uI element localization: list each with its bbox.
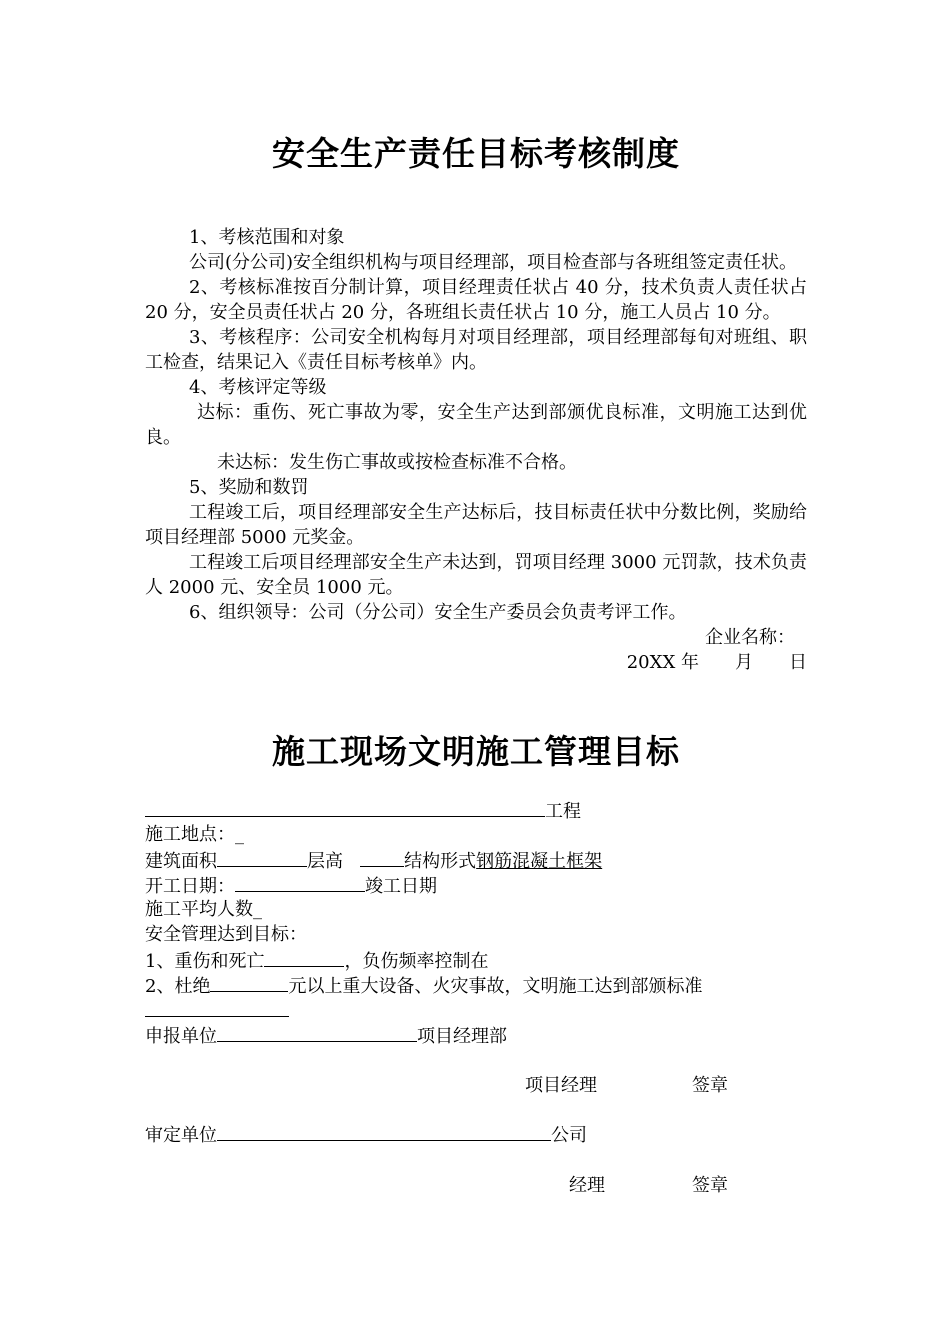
end-date-label: 竣工日期	[365, 876, 437, 897]
approver-label: 审定单位	[145, 1125, 217, 1146]
paragraph: 公司(分公司)安全组织机构与项目经理部，项目检查部与各班组签定责任状。	[189, 252, 798, 273]
height-blank[interactable]	[360, 847, 404, 867]
paragraph: 达标：重伤、死亡事故为零，安全生产达到部颁优良标准，文明施工达到优良。	[145, 402, 807, 448]
section2-title: 施工现场文明施工管理目标	[272, 732, 680, 771]
project-suffix: 工程	[545, 801, 581, 822]
paragraph: 1、考核范围和对象	[189, 227, 345, 248]
paragraph: 4、考核评定等级	[189, 377, 327, 398]
applicant-label: 申报单位	[145, 1026, 217, 1047]
goal2-prefix: 2、杜绝	[145, 976, 211, 997]
paragraph: 3、考核程序：公司安全机构每月对项目经理部，项目经理部每旬对班组、职工检查，结果记入《责任目标考核单》内。	[145, 327, 807, 373]
site-label: 施工地点：_	[145, 824, 244, 845]
section1-body	[145, 225, 807, 675]
workers-label: 施工平均人数_	[145, 899, 262, 920]
goal2-suffix: 元以上重大设备、火灾事故，文明施工达到部颁标准	[288, 976, 703, 997]
goal1-line	[145, 947, 807, 972]
goal-line	[145, 922, 807, 947]
paragraph: 2、考核标准按百分制计算，项目经理责任状占 40 分，技术负责人责任状占 20 分，安全员责任状占 20 分，各班组长责任状占 10 分，施工人员占 10 分。	[145, 277, 807, 323]
approver-suffix: 公司	[551, 1125, 587, 1146]
standard-blank[interactable]	[145, 997, 289, 1017]
paragraph: 工程竣工后项目经理部安全生产未达到，罚项目经理 3000 元罚款，技术负责人 2000 元、安全员 1000 元。	[145, 552, 807, 598]
workers-line	[145, 897, 807, 922]
goal2-line	[145, 972, 807, 997]
paragraph: 6、组织领导：公司（分公司）安全生产委员会负责考评工作。	[189, 602, 687, 623]
applicant-line	[145, 1022, 807, 1047]
applicant-blank[interactable]	[217, 1022, 417, 1042]
section1-title: 安全生产责任目标考核制度	[272, 134, 680, 173]
section2-form	[145, 797, 807, 1047]
project-name-blank[interactable]	[145, 797, 545, 817]
paragraph: 5、奖励和数罚	[189, 477, 309, 498]
approver-blank[interactable]	[217, 1121, 551, 1141]
structure-label: 结构形式	[404, 851, 477, 872]
height-label: 层高	[307, 851, 343, 872]
approver-line	[145, 1121, 587, 1147]
paragraph: 工程竣工后，项目经理部安全生产达标后，技目标责任状中分数比例，奖励给项目经理部 5000 元奖金。	[145, 502, 807, 548]
goal1-blank[interactable]	[264, 947, 344, 967]
date-line: 20XX 年 月 日	[626, 652, 807, 673]
manager-label: 经理	[569, 1175, 605, 1196]
goal1-prefix: 1、重伤和死亡	[145, 951, 265, 972]
area-blank[interactable]	[217, 847, 307, 867]
goal2-blank[interactable]	[210, 972, 288, 992]
project-line	[145, 797, 807, 822]
site-line	[145, 822, 807, 847]
start-date-label: 开工日期：	[145, 876, 235, 897]
paragraph: 未达标：发生伤亡事故或按检查标准不合格。	[217, 452, 577, 473]
goal2-continuation	[145, 997, 807, 1022]
area-line	[145, 847, 807, 872]
start-date-blank[interactable]	[235, 872, 365, 892]
area-label: 建筑面积	[145, 851, 217, 872]
structure-value: 钢筋混凝土框架	[476, 851, 603, 872]
goal1-suffix: ，负伤频率控制在	[344, 951, 489, 972]
goal-label: 安全管理达到目标：	[145, 924, 307, 945]
applicant-suffix: 项目经理部	[417, 1026, 507, 1047]
project-manager-label: 项目经理	[525, 1075, 597, 1096]
company-name-label: 企业名称：	[705, 627, 795, 648]
seal-label: 签章	[692, 1075, 728, 1096]
seal-label: 签章	[692, 1175, 728, 1196]
date-fields-line	[145, 872, 807, 897]
